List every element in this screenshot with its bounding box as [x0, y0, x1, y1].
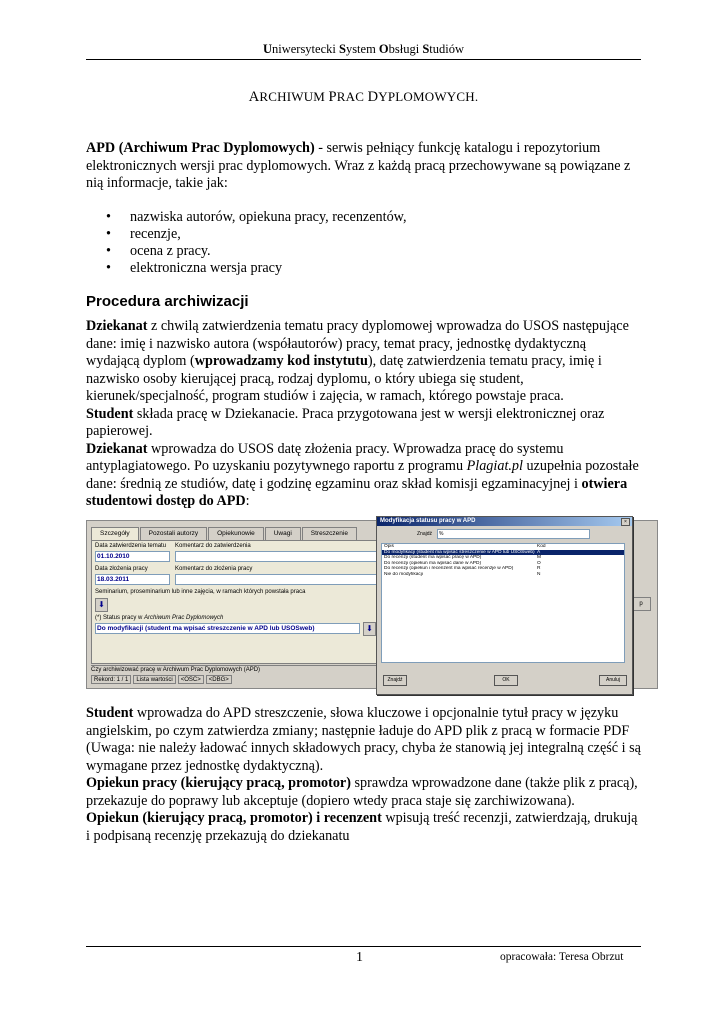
running-header: Uniwersytecki System Obsługi Studiów: [262, 42, 465, 56]
down-arrow-icon: ⬇: [366, 624, 373, 633]
footer-rule: [86, 946, 641, 947]
label-date-submitted: Data złożenia pracy: [95, 566, 148, 572]
status-lov-button[interactable]: [363, 622, 376, 636]
footer-author: opracowała: Teresa Obrzut: [500, 951, 624, 963]
values-list: [381, 543, 625, 663]
bullet-item: • recenzje,: [106, 226, 181, 242]
bullet-icon: •: [106, 260, 111, 276]
tab-other-authors[interactable]: Pozostali autorzy: [140, 527, 208, 540]
bullet-icon: •: [106, 209, 111, 225]
date-submitted-field[interactable]: 18.03.2011: [95, 574, 170, 585]
label-seminar: Seminarium, proseminarium lub inne zajęcia, w ramach których powstała praca: [95, 589, 306, 595]
bullet-icon: •: [106, 243, 111, 259]
find-button[interactable]: Znajdź: [383, 675, 407, 686]
list-header: Opis Kod: [384, 544, 546, 549]
seminar-lov-button[interactable]: [95, 598, 108, 612]
dbg-indicator: <DBG>: [206, 675, 232, 684]
tab-bar: [91, 527, 358, 540]
tab-abstract[interactable]: Streszczenie: [302, 527, 357, 540]
list-item[interactable]: Do modyfikacji (student ma wpisać streszczenie w APD lub USOSweb) A: [382, 550, 624, 556]
close-icon[interactable]: ×: [621, 518, 630, 526]
workflow-paragraph: Student wprowadza do APD streszczenie, słowa kluczowe i opcjonalnie tytuł pracy w języku angielskim, po czym zatwierdza zmiany; następnie ładuje do APD plik z pracą w formacie PDF (Uwaga: nie należy ładować innych składowych pracy, chyba że stanowią jej integralną część i są wymagane przez jednostkę dydaktyczną). Opiekun pracy (kierujący pracą, promotor) sprawdza wprowadzone dane (także plik z pracą), przekazuje do poprawy lub akceptuje (dopiero wtedy praca staje się zarchiwizowana). Opiekun (kierujący pracą, promotor) i recenzent wpisują treść recenzji, zatwierdzają, drukują i podpisaną recenzję przekazują do dziekanatu: [86, 705, 641, 844]
status-lov-dialog: [376, 516, 633, 695]
lov-indicator: Lista wartości: [133, 675, 175, 684]
side-button[interactable]: p: [631, 597, 651, 611]
list-item[interactable]: Do recenzji (student ma wpisać pracę w APD) M: [384, 555, 541, 561]
label-comment-submitted: Komentarz do złożenia pracy: [175, 566, 253, 572]
label-date-approved: Data zatwierdzenia tematu: [95, 543, 167, 549]
intro-paragraph: APD (Archiwum Prac Dyplomowych) - serwis pełniący funkcję katalogu i repozytorium elektronicznych wersji prac dyplomowych. Wraz z każdą pracą przechowywane są powiązane z nią informacje, takie jak:: [86, 140, 631, 191]
bullet-icon: •: [106, 226, 111, 242]
cancel-button[interactable]: Anuluj: [599, 675, 627, 686]
osc-indicator: <OSC>: [178, 675, 204, 684]
usos-screenshot: [86, 516, 661, 694]
down-arrow-icon: ⬇: [98, 600, 105, 609]
find-input[interactable]: %: [437, 529, 590, 539]
label-comment-approved: Komentarz do zatwierdzenia: [175, 543, 251, 549]
hint-bar: Czy archiwizować pracę w Archiwum Prac Dyplomowych (APD): [91, 665, 651, 675]
status-field[interactable]: Do modyfikacji (student ma wpisać streszczenie w APD lub USOSweb): [95, 623, 360, 634]
procedure-paragraph: Dziekanat z chwilą zatwierdzenia tematu pracy dyplomowej wprowadza do USOS następujące dane: imię i nazwisko autora (współautorów) pracy, temat pracy, jednostkę dydaktyczną wydającą dyplom (wprowadzamy kod instytutu), datę zatwierdzenia tematu pracy, imię i nazwisko osoby kierującej pracą, rodzaj dyplomu, o który ubiega się student, kierunek/specjalność, program studiów i zajęcia, w ramach, którego powstaje praca. Student składa pracę w Dziekanacie. Praca przygotowana jest w wersji elektronicznej oraz papierowej. Dziekanat wprowadza do USOS datę złożenia pracy. Wprowadza pracę do systemu antyplagiatowego. Po uzyskaniu pozytywnego raportu z programu Plagiat.pl uzupełnia pozostałe dane: średnią ze studiów, datę i godzinę egzaminu oraz skład komisji egzaminacyjnej i otwiera studentowi dostęp do APD:: [86, 318, 639, 509]
bullet-item: • ocena z pracy.: [106, 243, 211, 259]
details-panel: [91, 540, 383, 664]
window-edge: [631, 520, 658, 689]
label-status: (*) Status pracy w Archiwum Prac Dyplomowych: [95, 615, 224, 621]
date-approved-field[interactable]: 01.10.2010: [95, 551, 170, 562]
tab-notes[interactable]: Uwagi: [265, 527, 301, 540]
ok-button[interactable]: OK: [494, 675, 518, 686]
comment-approved-field[interactable]: [175, 551, 378, 562]
tab-details[interactable]: Szczegóły: [91, 527, 139, 540]
comment-submitted-field[interactable]: [175, 574, 378, 585]
list-item[interactable]: Do recenzji (opiekun i recenzent ma wpisać recenzje w APD) R: [384, 566, 541, 572]
bullet-item: • nazwiska autorów, opiekuna pracy, recenzentów,: [106, 209, 407, 225]
list-item[interactable]: Nie do modyfikacji N: [384, 571, 541, 577]
list-item[interactable]: Do recenzji (opiekun ma wpisać dane w APD) O: [384, 560, 541, 566]
record-counter: Rekord: 1 / 1: [91, 675, 131, 684]
bullet-item: • elektroniczna wersja pracy: [106, 260, 283, 276]
dialog-title: Modyfikacja statusu pracy w APD: [377, 517, 632, 526]
header-rule: [86, 59, 641, 60]
section-heading: Procedura archiwizacji: [86, 293, 249, 310]
find-label: Znajdź: [417, 531, 433, 537]
page-number: 1: [356, 950, 363, 965]
tab-supervisors[interactable]: Opiekunowie: [208, 527, 264, 540]
page-title: ARCHIWUM PRAC DYPLOMOWYCH.: [248, 89, 479, 105]
